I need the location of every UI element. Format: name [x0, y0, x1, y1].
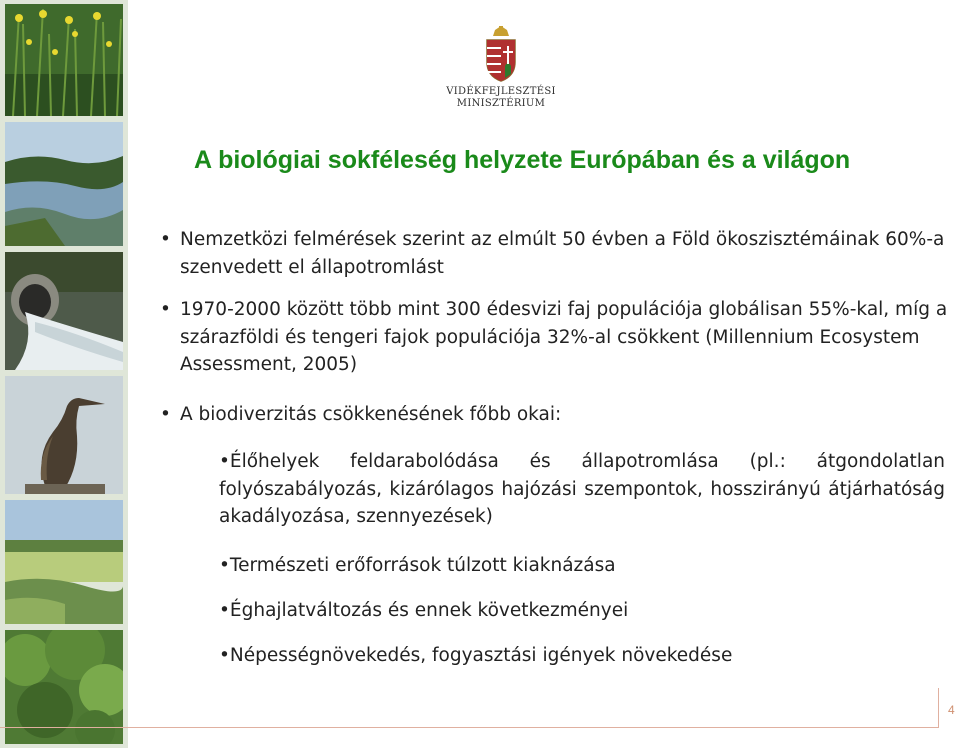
- river-photo: [5, 122, 123, 246]
- iris-reeds-photo: [5, 4, 123, 116]
- bullet-item: • 1970-2000 között több mint 300 édesvizi faj populációja globálisan 55%-kal, míg a szárazföldi és tengeri fajok populációja 32%-al csökkent (Millennium Ecosystem Assessment, 2005): [180, 296, 950, 379]
- bullet-item: • A biodiverzitás csökkenésének főbb okai:: [180, 401, 950, 429]
- coat-of-arms-icon: [481, 26, 521, 82]
- sub-item: •Népességnövekedés, fogyasztási igények növekedése: [219, 645, 733, 666]
- logo-line-1: VIDÉKFEJLESZTÉSI: [446, 86, 556, 97]
- wetland-photo: [5, 500, 123, 624]
- logo-line-2: MINISZTÉRIUM: [456, 98, 546, 109]
- ministry-logo: [446, 26, 556, 110]
- slide-title: A biológiai sokféleség helyzete Európában és a világon: [194, 146, 851, 174]
- sub-item: •Természeti erőforrások túlzott kiaknázása: [219, 555, 616, 576]
- footer-divider: [0, 727, 938, 728]
- cormorant-photo: [5, 376, 123, 494]
- sub-item: •Éghajlatváltozás és ennek következményei: [219, 600, 629, 621]
- photo-strip: [0, 0, 128, 748]
- page-number: 4: [948, 703, 955, 717]
- footer-tick: [938, 688, 939, 728]
- weir-outflow-photo: [5, 252, 123, 370]
- sub-item: •Élőhelyek feldarabolódása és állapotromlása (pl.: átgondolatlan folyószabályozás, kizárólagos hajózási szempontok, hosszirányú átjárhatóság akadályozása, szennyezések): [219, 451, 945, 527]
- bullet-item: • Nemzetközi felmérések szerint az elmúlt 50 évben a Föld ökoszisztémáinak 60%-a szenvedett el állapotromlást: [180, 226, 950, 281]
